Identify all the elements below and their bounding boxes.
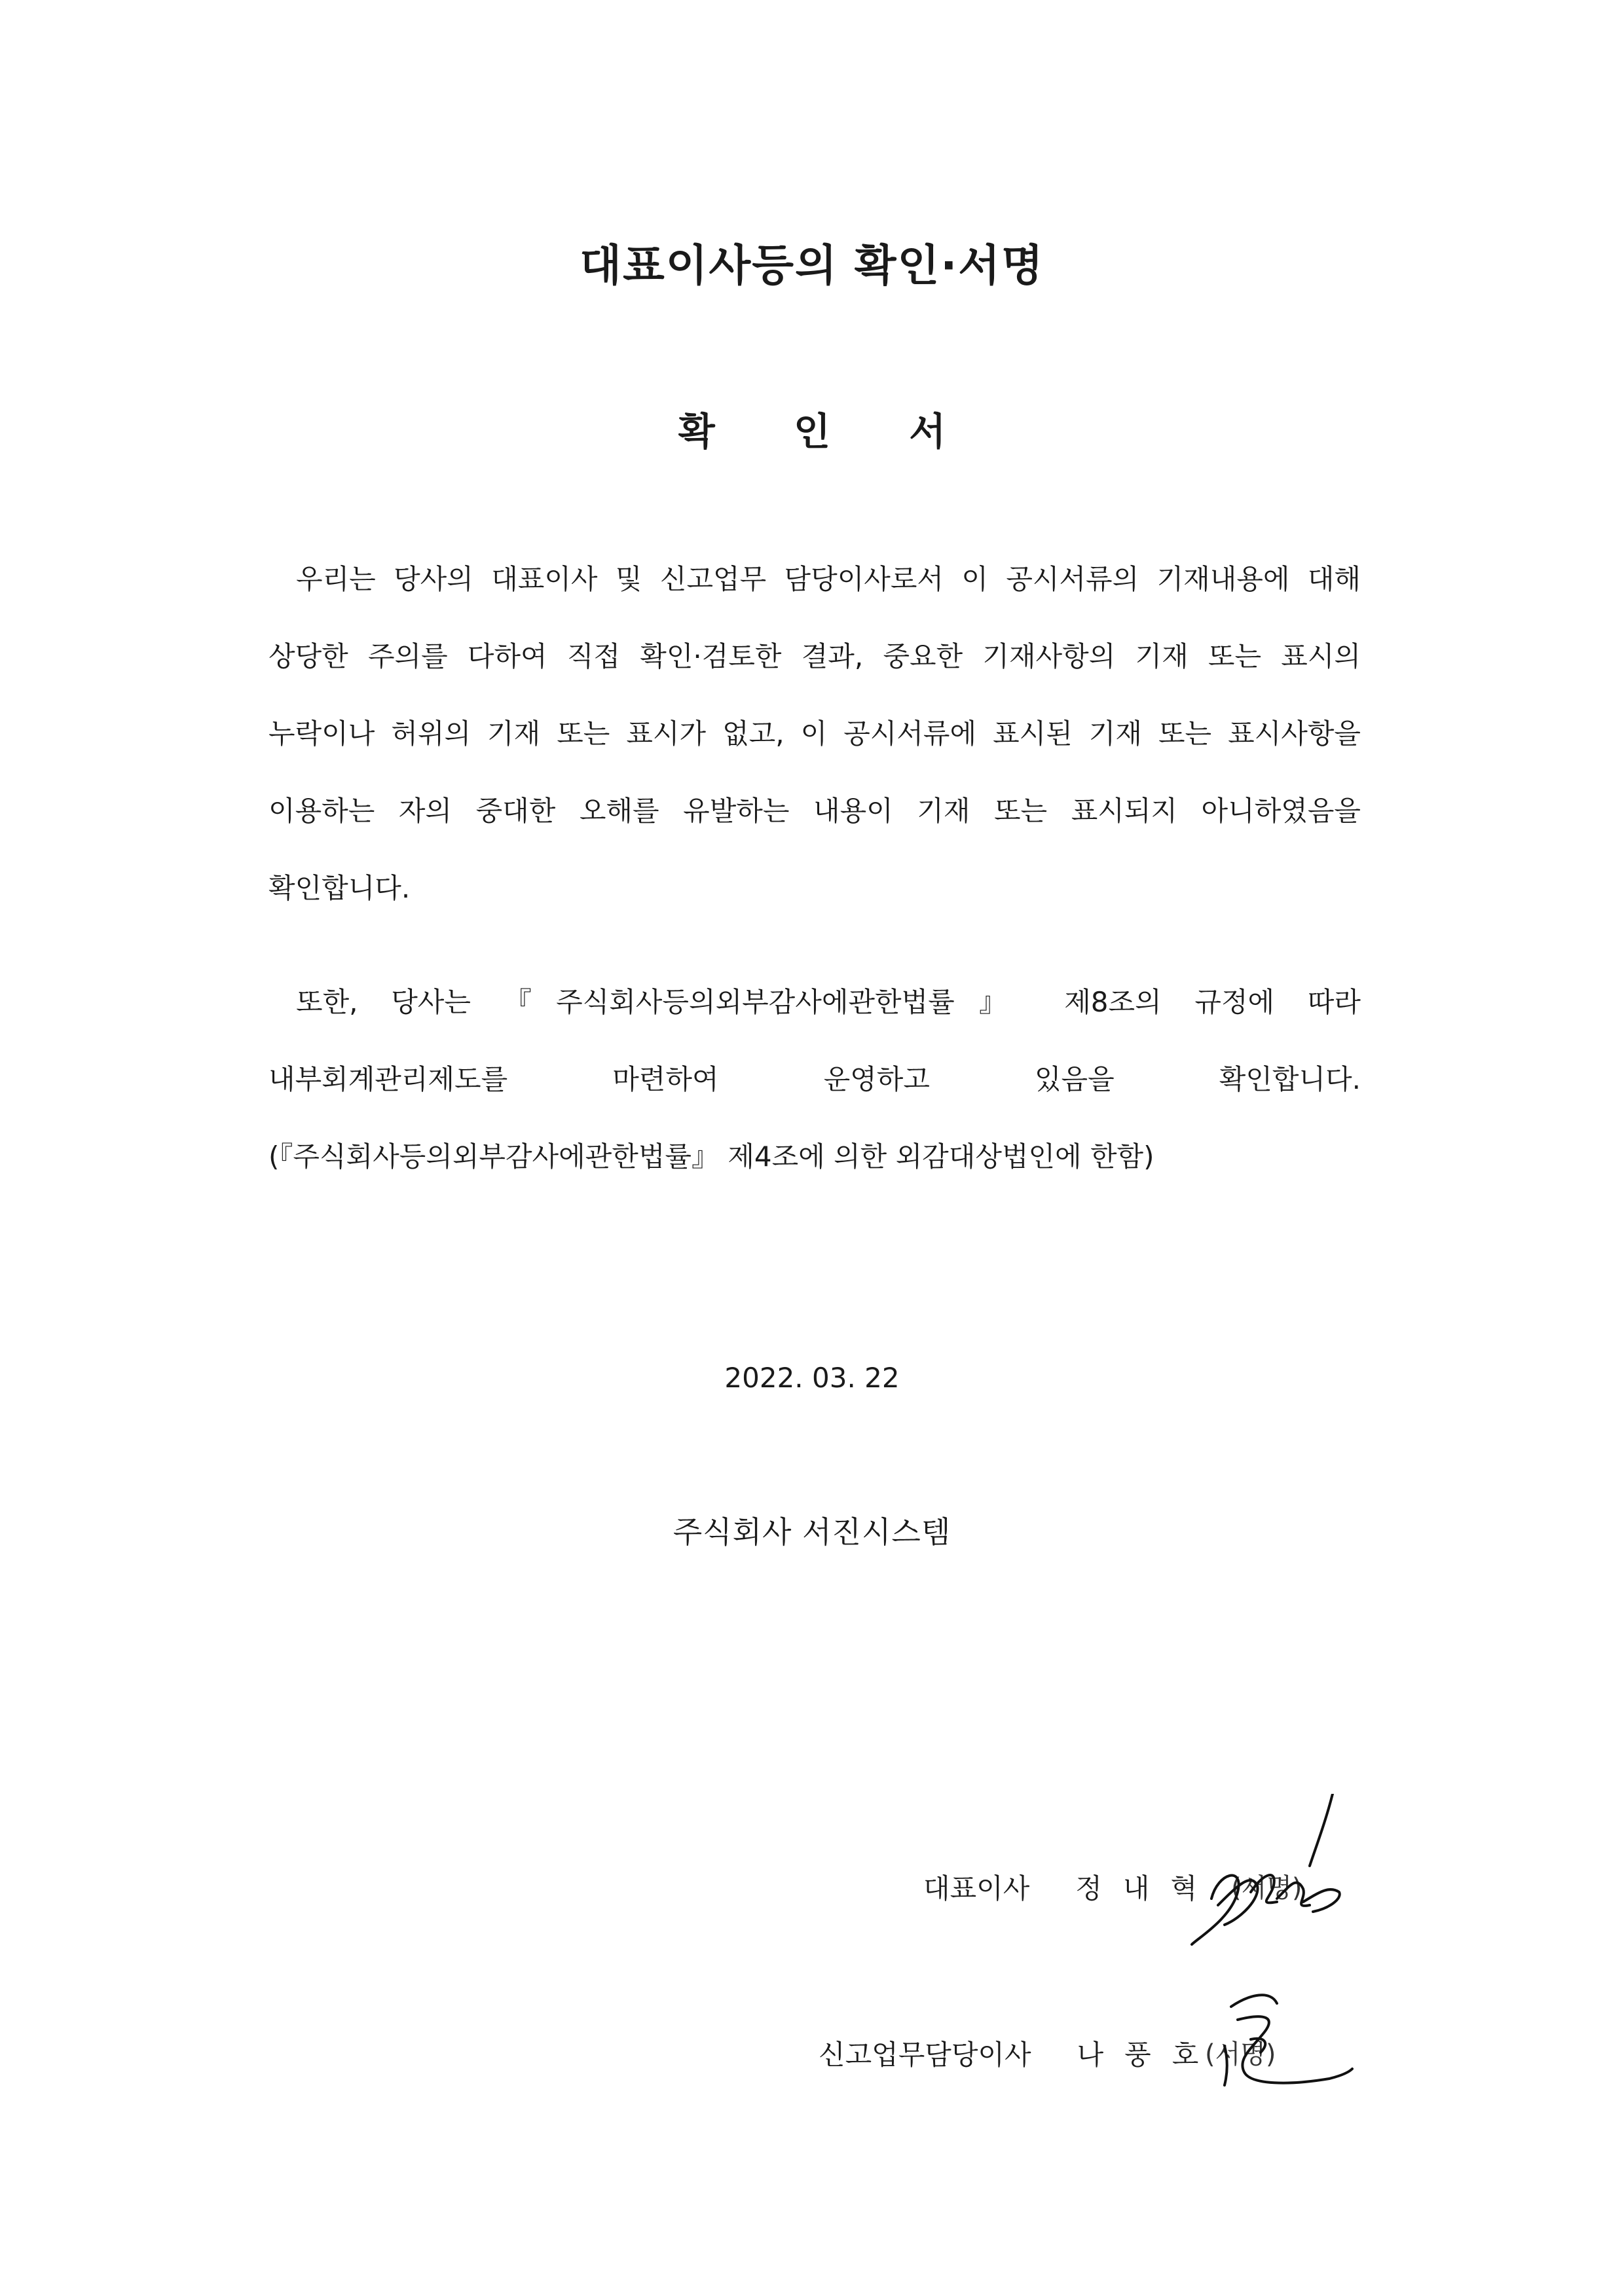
confirmation-paragraph: 우리는 당사의 대표이사 및 신고업무 담당이사로서 이 공시서류의 기재내용에 대해 상당한 주의를 다하여 직접 확인·검토한 결과, 중요한 기재사항의 기재 또는 표시의 누락이나 허위의 기재 또는 표시가 없고, 이 공시서류에 표시된 기재 또는 표시사항을 이용하는 자의 중대한 오해를 유발하는 내용이 기재 또는 표시되지 아니하였음을 확인합니다. bbox=[268, 563, 1361, 904]
signatory-role: 신고업무담당이사 bbox=[819, 2039, 1031, 2071]
document-title: 대표이사등의 확인·서명 bbox=[580, 240, 1044, 291]
director-signature-image bbox=[1198, 1987, 1356, 2105]
internal-control-paragraph: 또한, 당사는 『주식회사등의외부감사에관한법률』 제8조의 규정에 따라 내부회계관리제도를 마련하여 운영하고 있음을 확인합니다. (『주식회사등의외부감사에관한법률』 제4조에 의한 외감대상법인에 한함) bbox=[268, 986, 1361, 1173]
signatory-reporting-director bbox=[819, 2033, 1219, 2073]
signature-label: (서명) bbox=[1205, 2039, 1276, 2069]
company-name: 주식회사 서진시스템 bbox=[673, 1514, 951, 1550]
signatory-name: 나풍호 bbox=[1077, 2039, 1220, 2071]
document-date: 2022. 03. 22 bbox=[724, 1362, 900, 1394]
signatory-name: 정내혁 bbox=[1075, 1872, 1219, 1904]
signatory-ceo bbox=[923, 1867, 1218, 1906]
document-subtitle: 확 인 서 bbox=[678, 409, 979, 454]
signature-label: (서명) bbox=[1231, 1873, 1302, 1903]
ceo-signature-image bbox=[1179, 1794, 1356, 1958]
signatory-role: 대표이사 bbox=[923, 1872, 1030, 1904]
